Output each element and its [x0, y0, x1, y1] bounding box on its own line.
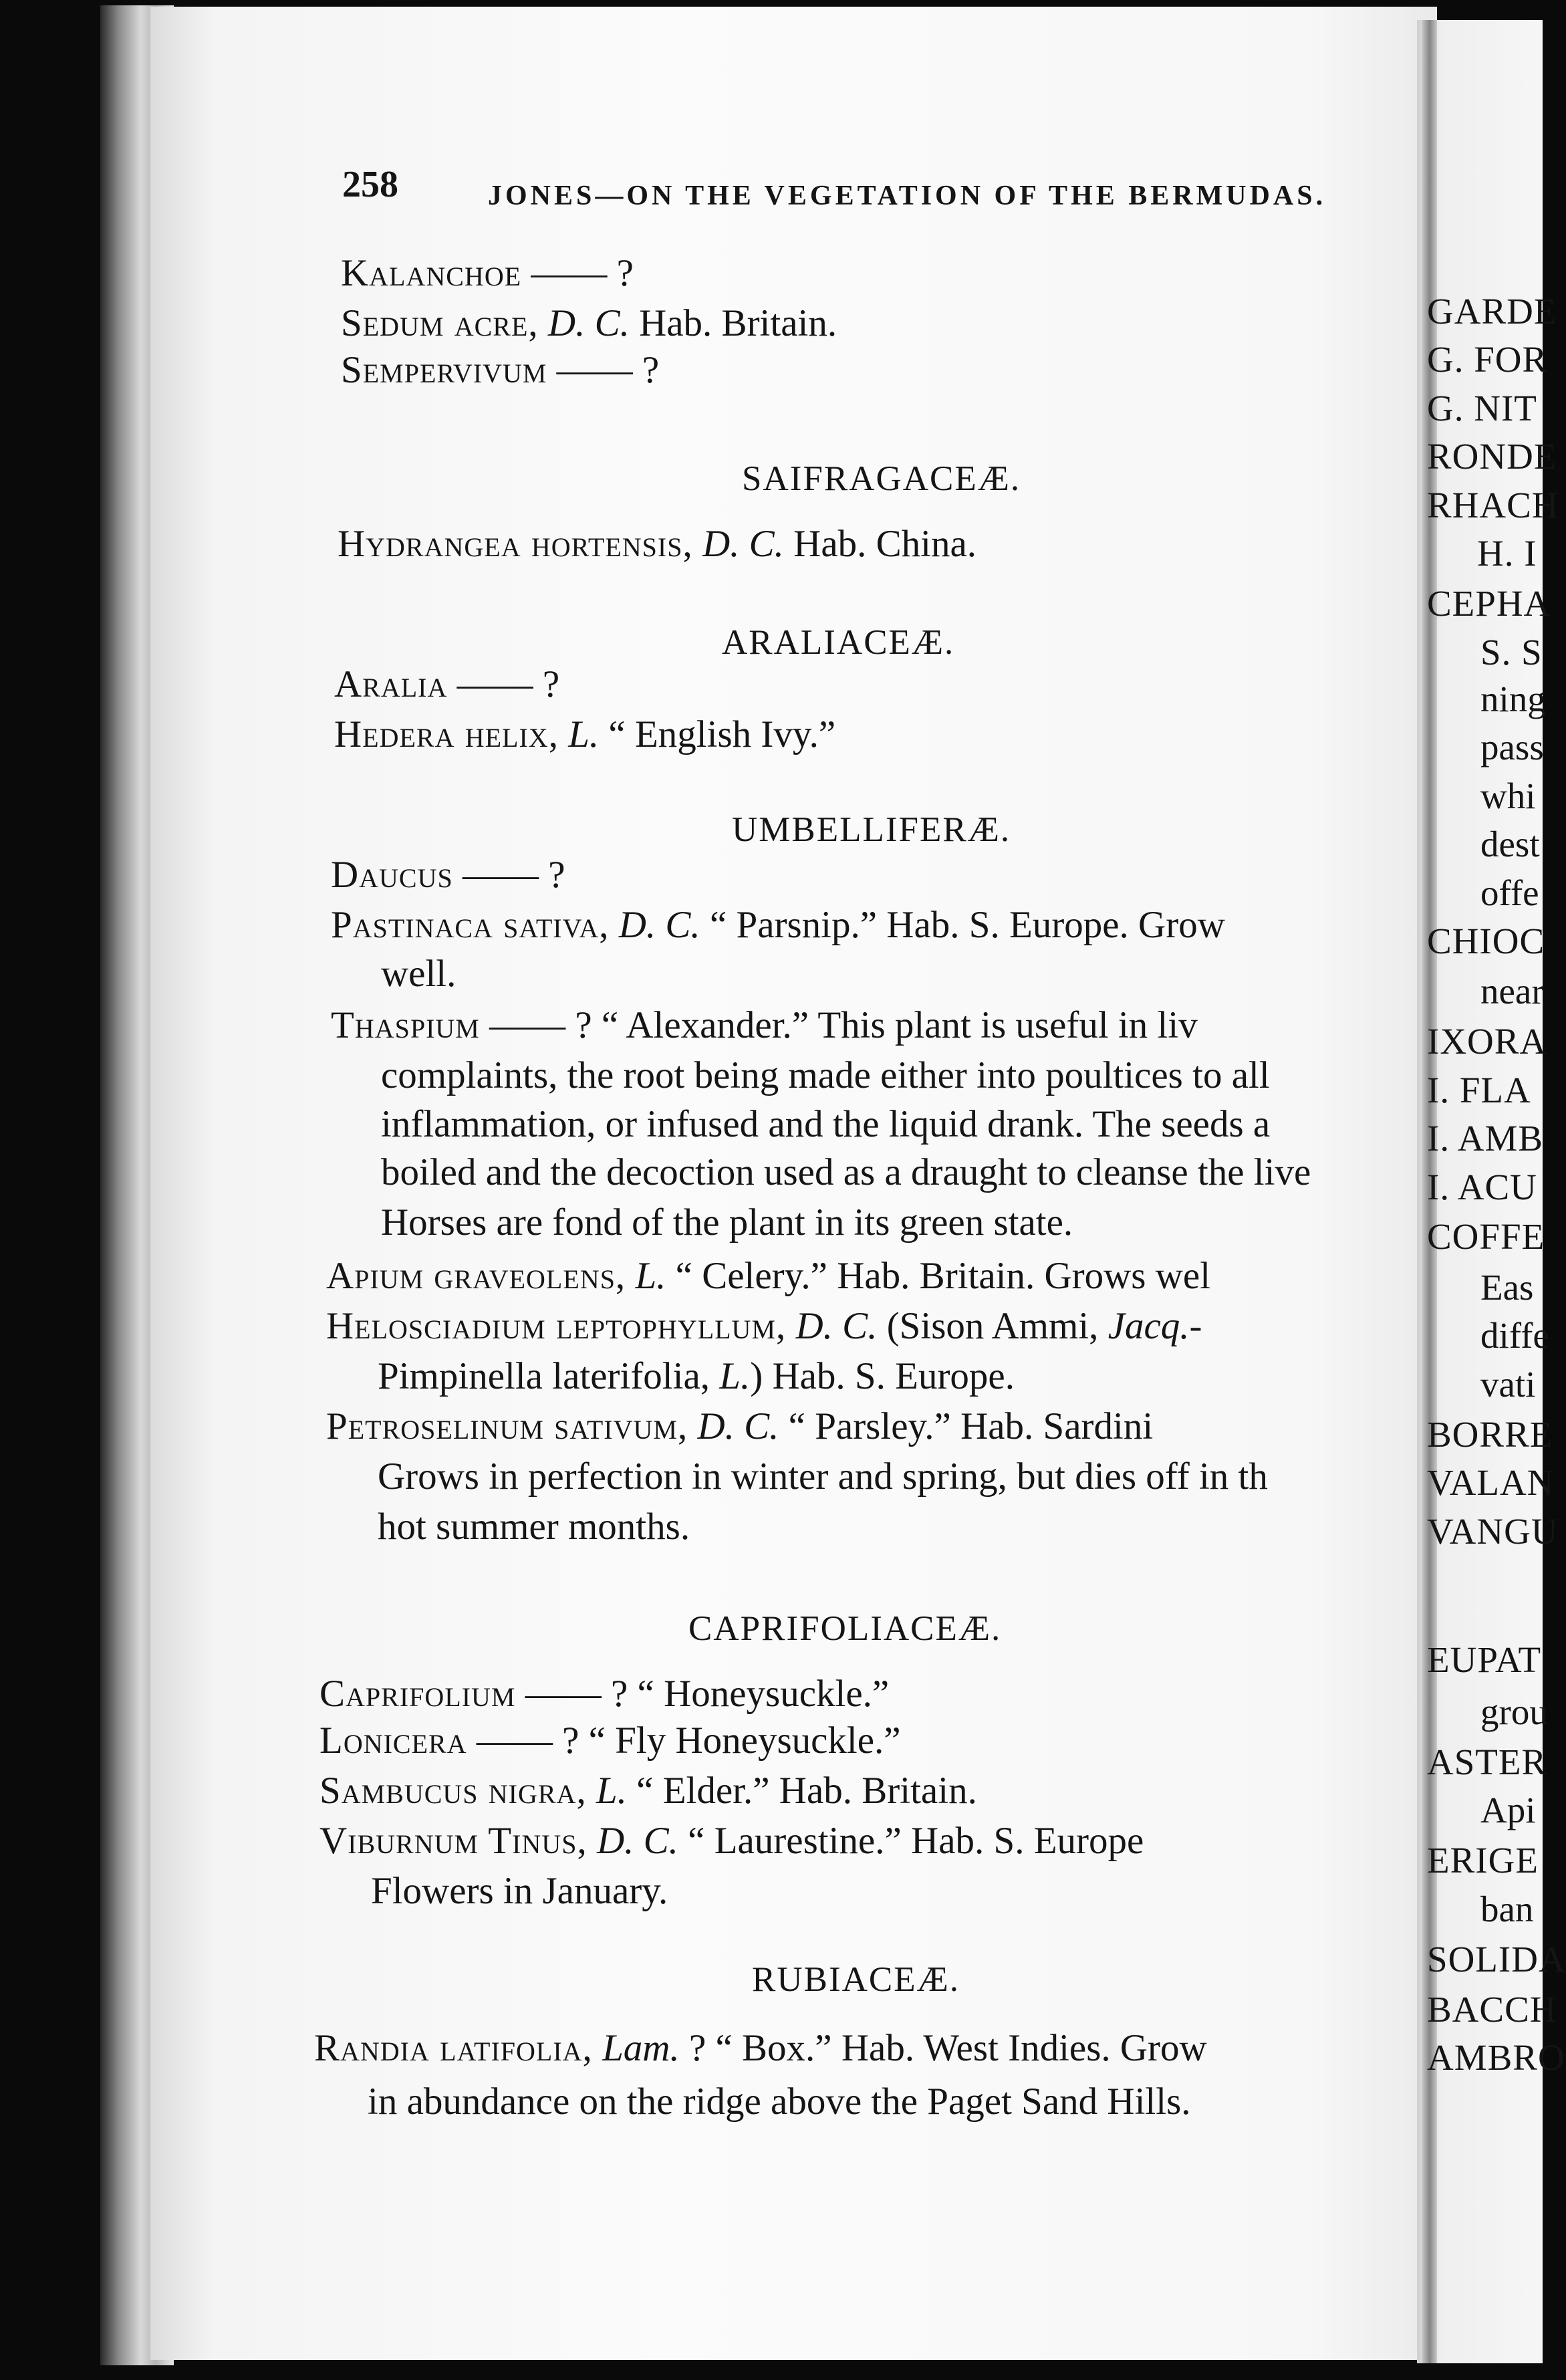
authority: D. C.: [587, 1820, 678, 1862]
facing-page-fragment: dest: [1480, 824, 1540, 864]
authority: D. C.: [692, 523, 784, 565]
entry-text: “ Laurestine.” Hab. S. Europe: [678, 1820, 1144, 1862]
entry-text: “ Parsley.” Hab. Sardini: [779, 1405, 1154, 1447]
species-entry: [326, 1407, 1153, 1445]
species-name: Apium graveolens,: [326, 1255, 626, 1297]
running-title: JONES—ON THE VEGETATION OF THE BERMUDAS.: [488, 181, 1327, 211]
species-name: Caprifolium: [319, 1673, 516, 1715]
species-entry: [319, 1772, 977, 1810]
facing-page-fragment: IXORA: [1427, 1021, 1547, 1062]
facing-page-fragment: CEPHA: [1427, 583, 1551, 624]
entry-text: —— ?: [521, 252, 634, 294]
facing-page-fragment: ban: [1480, 1889, 1534, 1929]
species-entry: [326, 1257, 1210, 1295]
entry-text: “ Elder.” Hab. Britain.: [626, 1770, 977, 1812]
authority: D. C.: [688, 1405, 779, 1447]
family-heading: UMBELLIFERÆ.: [732, 810, 1011, 849]
entry-text: -: [1189, 1305, 1202, 1347]
species-entry: [331, 856, 565, 894]
entry-continuation: [381, 1153, 1311, 1191]
species-entry: [334, 715, 835, 753]
facing-page-fragment: Eas: [1480, 1267, 1534, 1308]
entry-text: —— ?: [547, 349, 660, 391]
species-name: Hedera helix,: [334, 713, 559, 755]
entry-text: —— ? “ Alexander.” This plant is useful in liv: [479, 1004, 1198, 1046]
facing-page-fragment: pass: [1480, 727, 1544, 767]
species-entry: [341, 304, 837, 342]
facing-page-fragment: vati: [1480, 1364, 1536, 1405]
facing-page-fragment: offe: [1480, 872, 1539, 913]
facing-page-fragment: S. S: [1480, 632, 1543, 673]
entry-text: Horses are fond of the plant in its green state.: [381, 1201, 1073, 1243]
facing-page-fragment: VALAN: [1427, 1462, 1555, 1503]
authority: L.: [719, 1355, 751, 1397]
family-heading: ARALIACEÆ.: [722, 623, 955, 662]
species-name: Hydrangea hortensis,: [338, 523, 693, 565]
family-heading: RUBIACEÆ.: [752, 1960, 960, 1999]
authority: Jacq.: [1107, 1305, 1190, 1347]
facing-page-fragment: RHACH: [1427, 485, 1559, 525]
facing-page-fragment: diffe: [1480, 1315, 1549, 1356]
species-name: Thaspium: [331, 1004, 480, 1046]
entry-continuation: [368, 2082, 1191, 2121]
entry-text: —— ?: [452, 854, 565, 896]
species-name: Helosciadium leptophyllum,: [326, 1305, 787, 1347]
species-name: Randia latifolia,: [314, 2027, 593, 2069]
entry-text: Hab. Britain.: [629, 302, 837, 344]
species-name: Daucus: [331, 854, 453, 896]
facing-page-fragment: ASTER: [1427, 1742, 1547, 1782]
entry-text: well.: [381, 953, 456, 995]
entry-text: —— ? “ Honeysuckle.”: [515, 1673, 890, 1715]
species-name: Lonicera: [319, 1719, 467, 1762]
authority: L.: [626, 1255, 666, 1297]
facing-page-fragment: whi: [1480, 776, 1536, 816]
species-entry: [341, 351, 659, 389]
species-name: Pastinaca sativa,: [331, 904, 610, 946]
facing-page-fragment: near: [1480, 971, 1544, 1012]
facing-page-fragment: CHIOC: [1427, 921, 1545, 961]
species-entry: [326, 1307, 1202, 1345]
species-name: Aralia: [334, 663, 448, 705]
entry-text: ) Hab. S. Europe.: [750, 1355, 1015, 1397]
facing-page-fragment: I. ACU: [1427, 1167, 1537, 1207]
species-entry: [331, 1006, 1198, 1044]
facing-page-fragment: I. AMB: [1427, 1118, 1544, 1159]
entry-text: Pimpinella laterifolia,: [378, 1355, 720, 1397]
facing-page-fragment: I. FLA: [1427, 1070, 1531, 1110]
authority: D. C.: [609, 904, 700, 946]
facing-page-fragment: G. NIT: [1427, 388, 1537, 429]
facing-page-fragment: grou: [1480, 1691, 1548, 1732]
entry-text: inflammation, or infused and the liquid drank. The seeds a: [381, 1103, 1271, 1145]
entry-text: boiled and the decoction used as a draught to cleanse the live: [381, 1151, 1311, 1193]
facing-page-fragment: Api: [1480, 1790, 1536, 1830]
entry-text: “ English Ivy.”: [599, 713, 836, 755]
facing-page-fragment: EUPAT: [1427, 1639, 1542, 1680]
entry-continuation: [381, 1056, 1270, 1094]
entry-continuation: [371, 1872, 668, 1910]
entry-text: in abundance on the ridge above the Paget Sand Hills.: [368, 2080, 1191, 2123]
species-name: Sempervivum: [341, 349, 547, 391]
species-entry: [314, 2029, 1207, 2067]
species-entry: [338, 525, 976, 563]
authority: L.: [586, 1770, 627, 1812]
entry-text: Flowers in January.: [371, 1870, 668, 1912]
facing-page-fragment: COFFE: [1427, 1216, 1545, 1257]
species-name: Viburnum Tinus,: [319, 1820, 588, 1862]
species-name: Sedum acre,: [341, 302, 539, 344]
species-entry: [331, 906, 1225, 944]
entry-text: “ Parsnip.” Hab. S. Europe. Grow: [700, 904, 1225, 946]
authority: D. C.: [786, 1305, 878, 1347]
entry-text: —— ?: [447, 663, 560, 705]
entry-continuation: [378, 1357, 1015, 1395]
facing-page-fragment: RONDE: [1427, 436, 1557, 477]
facing-page-fragment: VANGU: [1427, 1511, 1559, 1552]
species-name: Kalanchoe: [341, 252, 522, 294]
authority: L.: [558, 713, 600, 755]
family-heading: CAPRIFOLIACEÆ.: [688, 1609, 1002, 1648]
page-number: 258: [342, 164, 398, 205]
entry-continuation: [381, 1203, 1073, 1241]
entry-continuation: [378, 1508, 690, 1546]
facing-page-fragment: SOLIDA: [1427, 1939, 1566, 1980]
facing-page-fragment: G. FOR: [1427, 339, 1548, 380]
species-name: Petroselinum sativum,: [326, 1405, 688, 1447]
species-entry: [319, 1822, 1144, 1860]
entry-text: —— ? “ Fly Honeysuckle.”: [467, 1719, 901, 1762]
entry-text: hot summer months.: [378, 1506, 690, 1548]
facing-page-fragment: ERIGE: [1427, 1840, 1539, 1881]
species-name: Sambucus nigra,: [319, 1770, 587, 1812]
entry-text: ? “ Box.” Hab. West Indies. Grow: [679, 2027, 1207, 2069]
entry-text: Grows in perfection in winter and spring, but dies off in th: [378, 1455, 1268, 1498]
entry-text: Hab. China.: [783, 523, 977, 565]
facing-page-fragment: H. I: [1477, 533, 1537, 574]
facing-page-fragment: BORRE: [1427, 1414, 1553, 1455]
entry-text: “ Celery.” Hab. Britain. Grows wel: [666, 1255, 1211, 1297]
entry-continuation: [378, 1457, 1268, 1496]
facing-page-fragment: GARDE: [1427, 291, 1557, 332]
facing-page-fragment: AMBRO: [1427, 2037, 1565, 2078]
species-entry: [319, 1675, 889, 1713]
species-entry: [341, 254, 634, 292]
entry-text: complaints, the root being made either into poultices to all: [381, 1054, 1270, 1096]
facing-page-fragment: ning: [1480, 679, 1546, 719]
species-entry: [334, 665, 559, 703]
facing-page-fragment: BACCH: [1427, 1989, 1557, 2030]
entry-continuation: [381, 1105, 1270, 1143]
species-entry: [319, 1721, 901, 1760]
entry-continuation: [381, 955, 456, 993]
family-heading: SAIFRAGACEÆ.: [742, 459, 1021, 498]
entry-text: (Sison Ammi,: [877, 1305, 1108, 1347]
authority: D. C.: [538, 302, 630, 344]
authority: Lam.: [592, 2027, 680, 2069]
